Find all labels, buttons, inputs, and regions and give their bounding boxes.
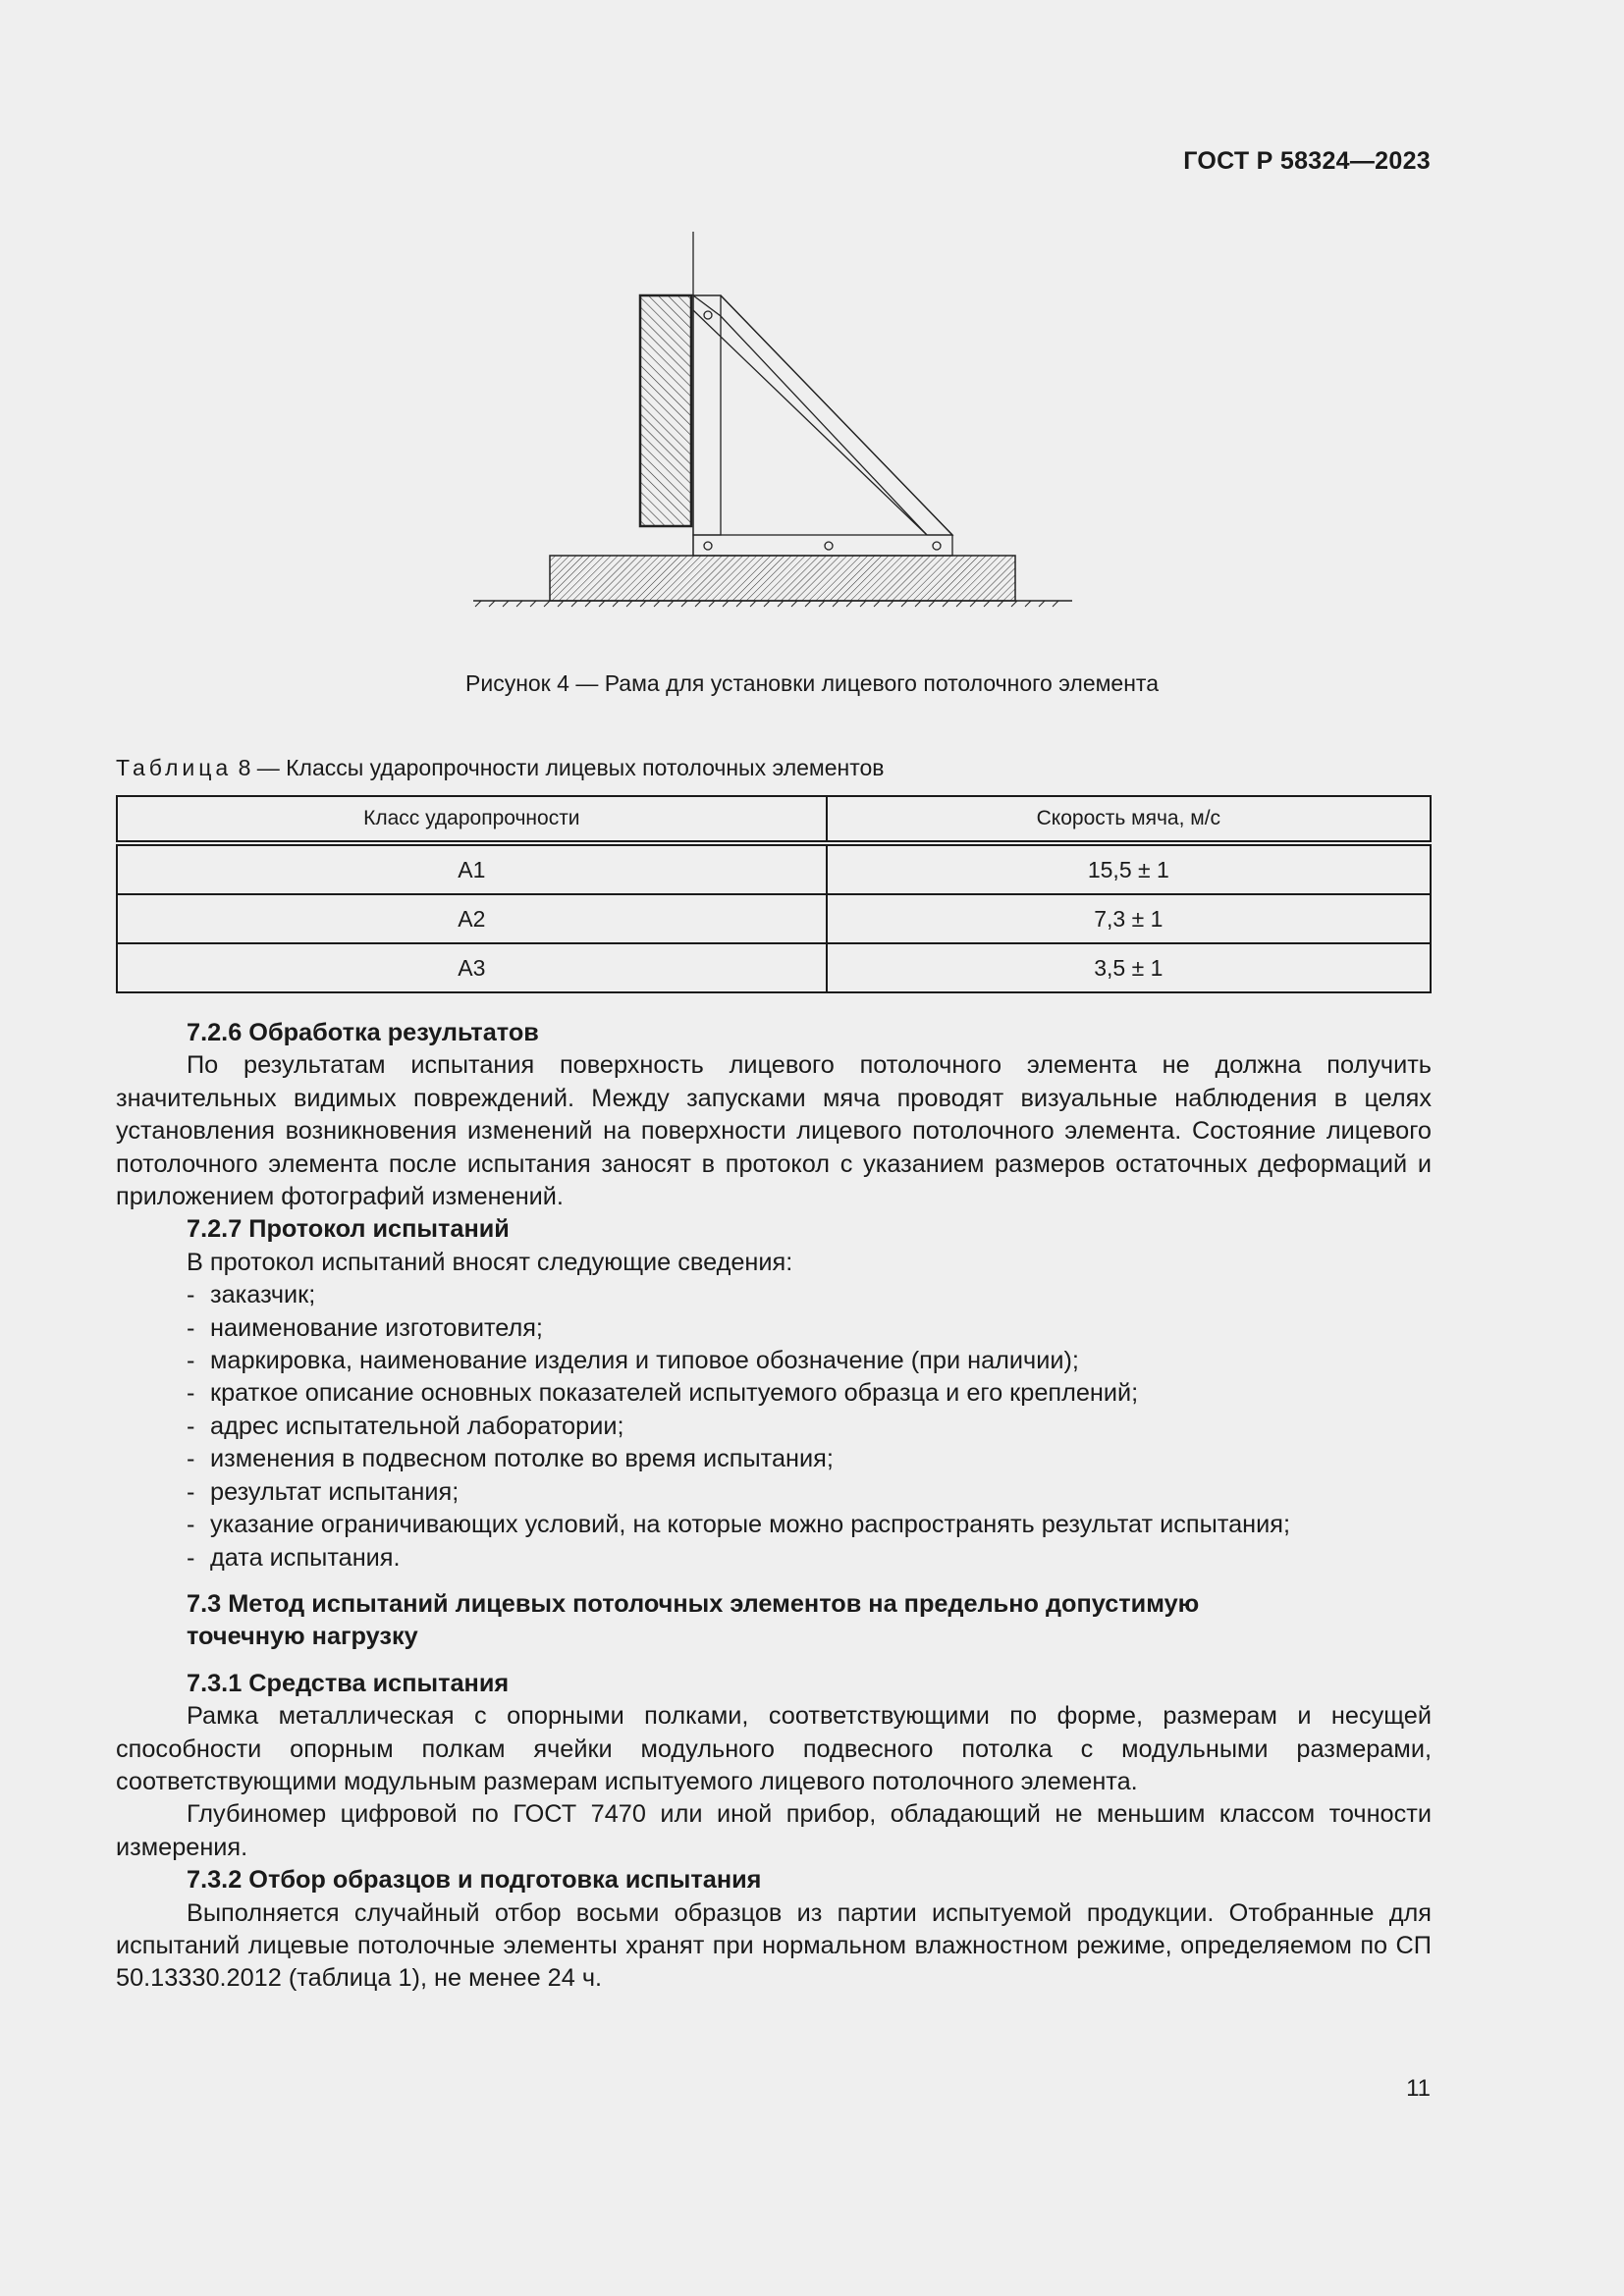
table-title-rest: 8 — Классы ударопрочности лицевых потолочных элементов [238,755,885,780]
ceiling-panel [640,295,691,526]
table-title-prefix: Таблица [116,755,233,780]
list-item: - заказчик; [187,1281,316,1309]
table-row [117,943,1431,992]
page-number: 11 [1406,2075,1431,2102]
section-heading-7-3-1: 7.3.1 Средства испытания [187,1669,510,1697]
document-body [116,1017,1432,1996]
base-slab [550,556,1015,601]
list-item: - указание ограничивающих условий, на которые можно распространять результат испытания; [187,1511,1290,1539]
frame-post [693,295,721,535]
list-item: - наименование изготовителя; [187,1313,543,1342]
frame-brace [693,295,952,535]
impact-class-table [116,795,1432,993]
bolt-top [704,311,712,319]
list-item: - дата испытания. [187,1543,401,1572]
table-cell-speed: 7,3 ± 1 [827,894,1431,943]
table-cell-class: А2 [117,894,827,943]
table-row [117,894,1431,943]
section-heading-7-3-2: 7.3.2 Отбор образцов и подготовка испытания [187,1866,762,1895]
frame-rail [693,535,952,556]
table-header-class: Класс ударопрочности [117,796,827,843]
paragraph-7-3-2: Выполняется случайный отбор восьми образцов из партии испытуемой продукции. Отобранные для испытаний лицевые потолочные элементы хранят при нормальном влажностном режиме, определяемом по СП 50.13330.2012 (таблица 1), не менее 24 ч. [116,1898,1432,1993]
table-cell-speed: 3,5 ± 1 [827,943,1431,992]
ground-hatch [475,601,1058,607]
figure-caption: Рисунок 4 — Рама для установки лицевого потолочного элемента [465,670,1159,696]
paragraph-7-2-7-intro: В протокол испытаний вносят следующие сведения: [187,1248,793,1276]
list-item: - изменения в подвесном потолке во время испытания; [187,1445,834,1473]
frame-drawing [461,226,1110,618]
section-heading-7-2-7: 7.2.7 Протокол испытаний [187,1215,510,1244]
bolt-bottom-2 [825,542,833,550]
frame-figure [461,226,1110,618]
document-code: ГОСТ Р 58324—2023 [1183,147,1431,175]
section-heading-7-3-line2: точечную нагрузку [187,1623,418,1651]
list-item: - результат испытания; [187,1477,460,1506]
table-header-speed: Скорость мяча, м/с [827,796,1431,843]
table-cell-class: А3 [117,943,827,992]
table-cell-class: А1 [117,843,827,894]
section-heading-7-3-line1: 7.3 Метод испытаний лицевых потолочных элементов на предельно допустимую [187,1589,1200,1618]
table-cell-speed: 15,5 ± 1 [827,843,1431,894]
paragraph-7-3-1-b: Глубиномер цифровой по ГОСТ 7470 или иной прибор, обладающий не меньшим классом точности измерения. [116,1800,1432,1861]
section-heading-7-2-6: 7.2.6 Обработка результатов [187,1019,539,1046]
bolt-bottom-3 [933,542,941,550]
paragraph-7-2-6: По результатам испытания поверхность лицевого потолочного элемента не должна получить значительных видимых повреждений. Между запусками мяча проводят визуальные наблюдения в целях установления возникновения изменений на поверхности лицевого потолочного элемента. Состояние лицевого потолочного элемента после испытания заносят в протокол с указанием размеров остаточных деформаций и приложением фотографий изменений. [116,1051,1432,1211]
table-header-row [117,796,1431,843]
list-item: - краткое описание основных показателей испытуемого образца и его креплений; [187,1379,1139,1408]
bolt-bottom-1 [704,542,712,550]
list-item: - адрес испытательной лаборатории; [187,1412,624,1440]
paragraph-7-3-1-a: Рамка металлическая с опорными полками, соответствующими по форме, размерам и несущей способности опорным полкам ячейки модульного подвесного потолка с модульными размерами, соответствующими модульным размерам испытуемого лицевого потолочного элемента. [116,1702,1432,1795]
table-title [116,755,885,781]
list-item: - маркировка, наименование изделия и типовое обозначение (при наличии); [187,1347,1079,1375]
table-row [117,843,1431,894]
